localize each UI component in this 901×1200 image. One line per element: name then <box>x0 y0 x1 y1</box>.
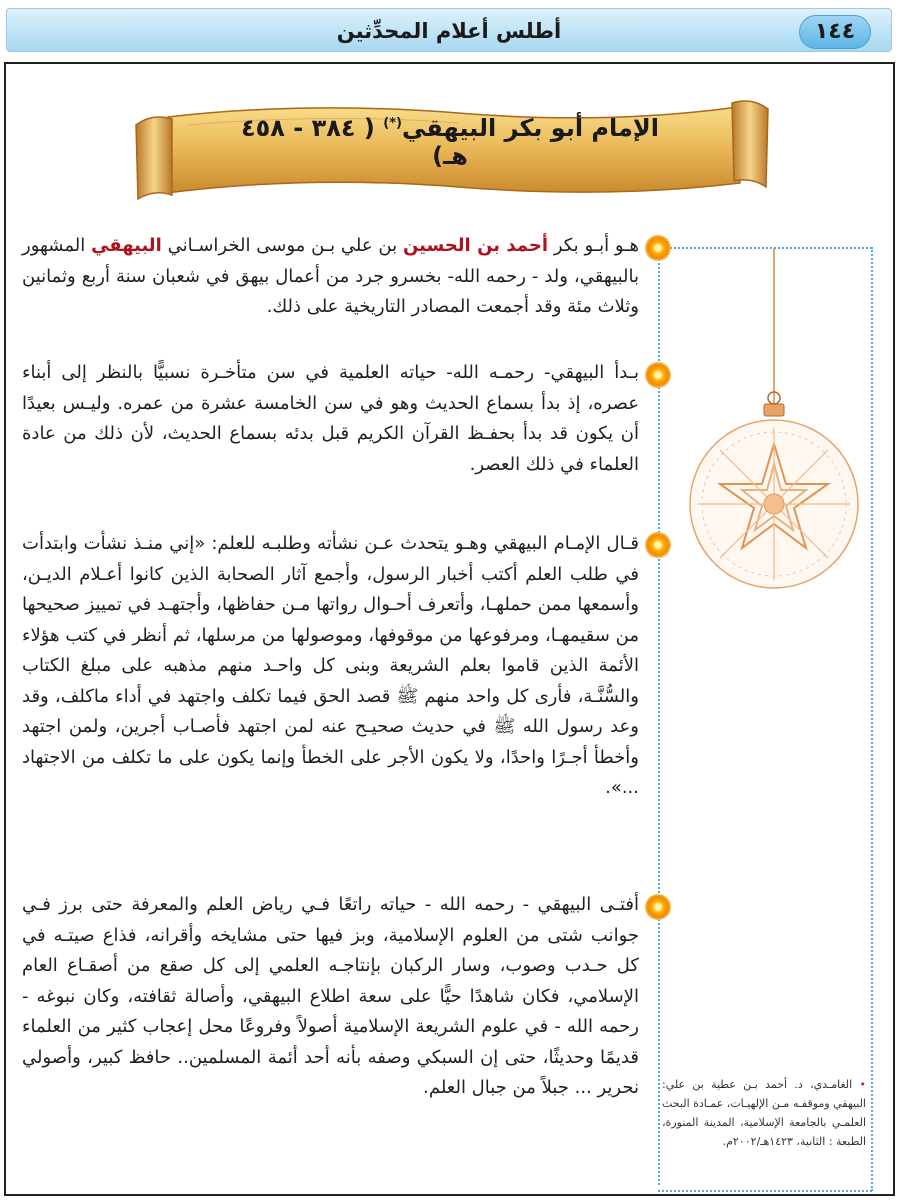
paragraph-text: هـو أبـو بكر <box>548 235 639 256</box>
footnote-border-line <box>871 247 873 1191</box>
lifespan-dates: ( ٣٨٤ - ٤٥٨ هـ) <box>241 114 468 170</box>
highlight-nisba: البيهقي <box>91 235 162 256</box>
scholar-name: الإمام أبو بكر البيهقي <box>401 114 659 142</box>
footnote-text: الغامـدي، د. أحمد بـن عطية بن علي: البيهقي وموقفـه مـن الإلهيـات، عمـادة البحث العلمـي بالجامعة الإسلامية، المدينة المنورة، الطبعة : الثانية، ١٤٢٣هـ/٢٠٠٢م. <box>662 1078 866 1148</box>
orange-circle-bullet-icon <box>645 362 671 388</box>
paragraph-text: المشهور بالبيهقي، ولد - رحمه الله- بخسرو جرد من أعمال بيهق في شعبان سنة أربع وثمانين وثلاث مئة وقد أجمعت المصادر التاريخية على ذلك. <box>22 235 639 317</box>
orange-circle-bullet-icon <box>645 894 671 920</box>
hanging-ornament-icon <box>688 248 860 618</box>
highlight-name: أحمد بن الحسين <box>402 235 548 256</box>
footnote-bullet: • <box>859 1078 866 1091</box>
page-number: ١٤٤ <box>799 15 871 49</box>
paragraph-text: بن علي بـن موسى الخراسـاني <box>161 235 403 256</box>
book-title: أطلس أعلام المحدِّثين <box>336 19 562 43</box>
footnote-marker: (*) <box>383 116 402 131</box>
article-title <box>220 114 680 170</box>
paragraph-legacy: أفتـى البيهقي - رحمه الله - حياته راتعًا فـي رياض العلم والمعرفة حتى برز فـي جوانب شتى من العلوم الإسلامية، وبز فيها حتى مشايخه وأقرانه، فذاع صيتـه في كل حـدب وصوب، وسار الركبان بإنتاجـه العلمي إلى كل صقع من أصقـاع العام الإسلامي، فكان شاهدًا حيًّا على سعة اطلاع البيهقي، وأصالة ثقافته، وكان نبوغه - رحمه الله - في علوم الشريعة الإسلامية أصولاً وفروعًا محل إعجاب كثير من العلماء قديمًا وحديثًا، حتى إن السبكي وصفه بأنه أحد أئمة المسلمين.. حافظ كبير، وأصولي نحرير ... جبلاً من جبال العلم. <box>22 894 639 1098</box>
orange-circle-bullet-icon <box>645 532 671 558</box>
footnote-bottom-line <box>658 1190 872 1192</box>
paragraph-early-study: بـدأ البيهقي- رحمـه الله- حياته العلمية في سن متأخـرة نسبيًّا بالنظر إلى أبناء عصره، إذ بدأ بسماع الحديث وهو في سن الخامسة عشرة من عمره. وليـس بعيدًا أن يكون قد بدأ بحفـظ القرآن الكريم قبل بدئه بسماع الحديث، لأن ذلك من عادة العلماء في ذلك العصر. <box>22 362 639 475</box>
footnote-reference <box>662 1075 866 1151</box>
orange-circle-bullet-icon <box>645 235 671 261</box>
paragraph-quote: قـال الإمـام البيهقي وهـو يتحدث عـن نشأته وطلبـه للعلم: «إني منـذ نشأت وابتدأت في طلب العلم أكتب أخبار الرسول، وأجمع آثار الصحابة الذين كانوا أعـلام الديـن، وأسمعها ممن حملهـا، وأتعرف أحـوال رواتها مـن حفاظها، وأجتهـد في تمييز صحيحها من سقيمهـا، ومرفوعها من موقوفها، وموصولها من مرسلها، ثم أنظر في كتب هؤلاء الأئمة الذين قاموا بعلم الشريعة وبنى كل واحـد منهم مذهبه على مبلغ الكتاب والسُّنَّـة، فأرى كل واحد منهم ﷺ قصد الحق فيما تكلف واجتهد في أداء ماكلف، وقد وعد رسول الله ﷺ في حديث صحيـح عنه لمن اجتهد فأصـاب أجرين، ولمن اجتهد وأخطأ أجـرًا واحدًا، ولا يكون الأجر على الخطأ وإنما يكون على ما تكلف من الاجتهاد ...». <box>22 533 639 798</box>
paragraph-biography <box>22 231 639 323</box>
page-header <box>6 8 892 52</box>
timeline-line <box>658 250 660 1185</box>
